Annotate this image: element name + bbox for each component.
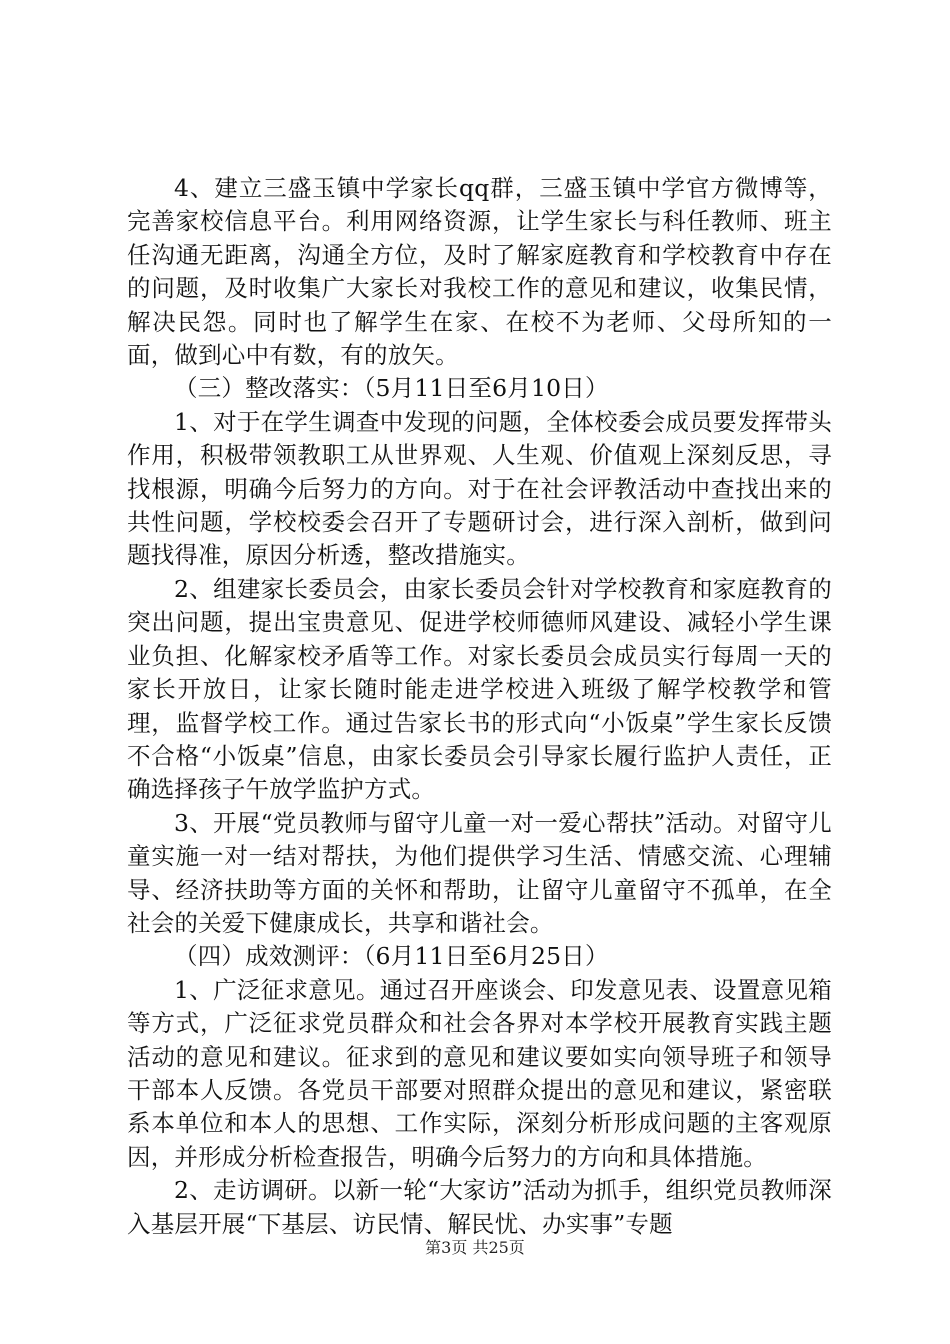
paragraph-item-1-solicit-opinions: 1、广泛征求意见。通过召开座谈会、印发意见表、设置意见箱等方式，广泛征求党员群众和社会各界对本学校开展教育实践主题活动的意见和建议。征求到的意见和建议要如实向领导班子和领导干部本人反馈。各党员干部要对照群众提出的意见和建议，紧密联系本单位和本人的思想、工作实际，深刻分析形成问题的主客观原因，并形成分析检查报告，明确今后努力的方向和具体措施。 xyxy=(127,975,832,1171)
section-heading-evaluation: （四）成效测评：（6月11日至6月25日） xyxy=(174,942,609,971)
paragraph-item-2-visit-research: 2、走访调研。以新一轮“大家访”活动为抓手，组织党员教师深入基层开展“下基层、访民情、解民忧、办实事”专题 xyxy=(127,1176,832,1238)
paragraph-item-3-left-behind-children: 3、开展“党员教师与留守儿童一对一爱心帮扶”活动。对留守儿童实施一对一结对帮扶，为他们提供学习生活、情感交流、心理辅导、经济扶助等方面的关怀和帮助，让留守儿童留守不孤单，在全社会的关爱下健康成长，共享和谐社会。 xyxy=(127,808,832,937)
document-body xyxy=(127,172,832,1241)
paragraph-item-1-student-survey: 1、对于在学生调查中发现的问题，全体校委会成员要发挥带头作用，积极带领教职工从世界观、人生观、价值观上深刻反思，寻找根源，明确今后努力的方向。对于在社会评教活动中查找出来的共性问题，学校校委会召开了专题研讨会，进行深入剖析，做到问题找得准，原因分析透，整改措施实。 xyxy=(127,407,832,570)
page-number-footer: 第3页 共25页 xyxy=(425,1238,525,1257)
paragraph-item-2-parent-committee: 2、组建家长委员会，由家长委员会针对学校教育和家庭教育的突出问题，提出宝贵意见、促进学校师德师风建设、减轻小学生课业负担、化解家校矛盾等工作。对家长委员会成员实行每周一天的家长开放日，让家长随时能走进学校进入班级了解学校教学和管理，监督学校工作。通过告家长书的形式向“小饭桌”学生家长反馈不合格“小饭桌”信息，由家长委员会引导家长履行监护人责任，正确选择孩子午放学监护方式。 xyxy=(127,574,832,804)
section-heading-rectification: （三）整改落实：（5月11日至6月10日） xyxy=(174,374,609,403)
paragraph-item-4-parent-qq-group: 4、建立三盛玉镇中学家长qq群，三盛玉镇中学官方微博等，完善家校信息平台。利用网络资源，让学生家长与科任教师、班主任沟通无距离，沟通全方位，及时了解家庭教育和学校教育中存在的问题，及时收集广大家长对我校工作的意见和建议，收集民情，解决民怨。同时也了解学生在家、在校不为老师、父母所知的一面，做到心中有数，有的放矢。 xyxy=(127,174,832,370)
